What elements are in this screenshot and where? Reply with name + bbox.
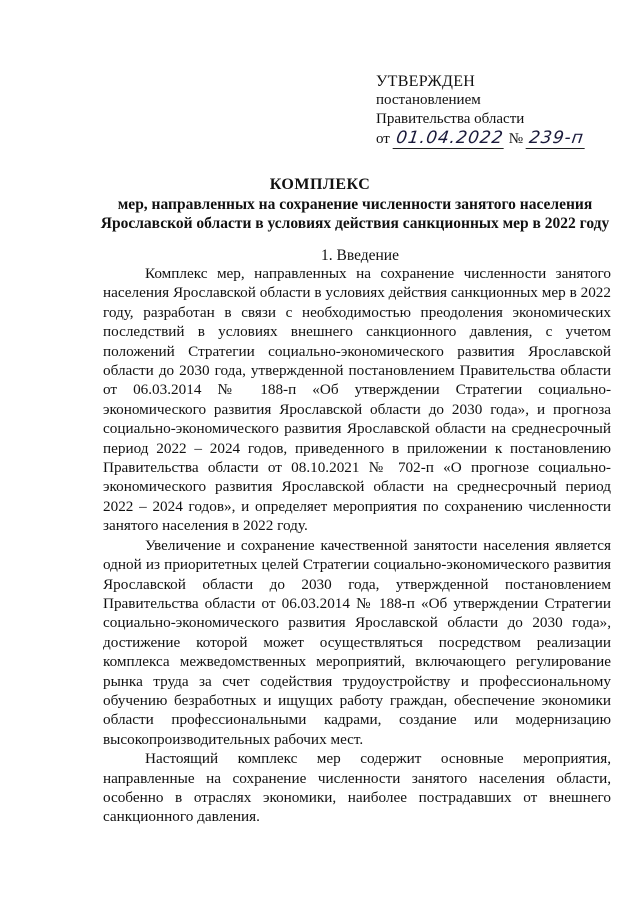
document-title: КОМПЛЕКС bbox=[269, 176, 371, 193]
section-heading: 1. Введение bbox=[321, 247, 399, 264]
body-paragraph: Настоящий комплекс мер содержит основные мероприятия, направленные на сохранение численности занятого населения области, особенно в отраслях экономики, наиболее пострадавших от внешнего санкционного давления. bbox=[103, 750, 611, 826]
body-paragraph: Комплекс мер, направленных на сохранение численности занятого населения Ярославской области в условиях действия санкционных мер в 2022 году, разработан в связи с необходимостью преодоления экономических последствий в условиях внешнего санкционного давления, с учетом положений Стратегии социально-экономического развития Ярославской области до 2030 года, утвержденной постановлением Правительства области от 06.03.2014 № 188-п «Об утверждении Стратегии социально-экономического развития Ярославской области до 2030 года», и прогноза социально-экономического развития Ярославской области на среднесрочный период 2022 – 2024 годов, приведенного в приложении к постановлению Правительства области от 08.10.2021 № 702-п «О прогнозе социально-экономического развития Ярославской области на среднесрочный период 2022 – 2024 годов», и определяет мероприятия по сохранению численности занятого населения в 2022 году. bbox=[103, 265, 611, 535]
approval-line-government: Правительства области bbox=[376, 111, 525, 127]
body-paragraph: Увеличение и сохранение качественной занятости населения является одной из приоритетных целей Стратегии социально-экономического развития Ярославской области до 2030 года, утвержденной постановлением Правительства области от 06.03.2014 № 188-п «Об утверждении Стратегии социально-экономического развития Ярославской области до 2030 года», достижение которой может осуществляться посредством реализации комплекса межведомственных мероприятий, включающего регулирование рынка труда за счет содействия трудоустройству и профессиональному обучению безработных и ищущих работу граждан, обеспечение экономики области профессиональными кадрами, создание или модернизацию высокопроизводительных рабочих мест. bbox=[103, 536, 611, 748]
approval-heading: УТВЕРЖДЕН bbox=[376, 73, 476, 90]
approval-date-number-row bbox=[376, 129, 585, 149]
number-sign: № bbox=[508, 131, 524, 147]
handwritten-decree-number: 239-п bbox=[525, 129, 587, 149]
document-subtitle: мер, направленных на сохранение численности занятого населения Ярославской области в условиях действия санкционных мер в 2022 году bbox=[100, 196, 610, 232]
approval-line-decree: постановлением bbox=[376, 92, 481, 108]
handwritten-date: 01.04.2022 bbox=[392, 129, 506, 149]
approval-from-prefix: от bbox=[376, 131, 390, 147]
document-body bbox=[103, 264, 611, 827]
approval-stamp-block bbox=[376, 72, 585, 149]
